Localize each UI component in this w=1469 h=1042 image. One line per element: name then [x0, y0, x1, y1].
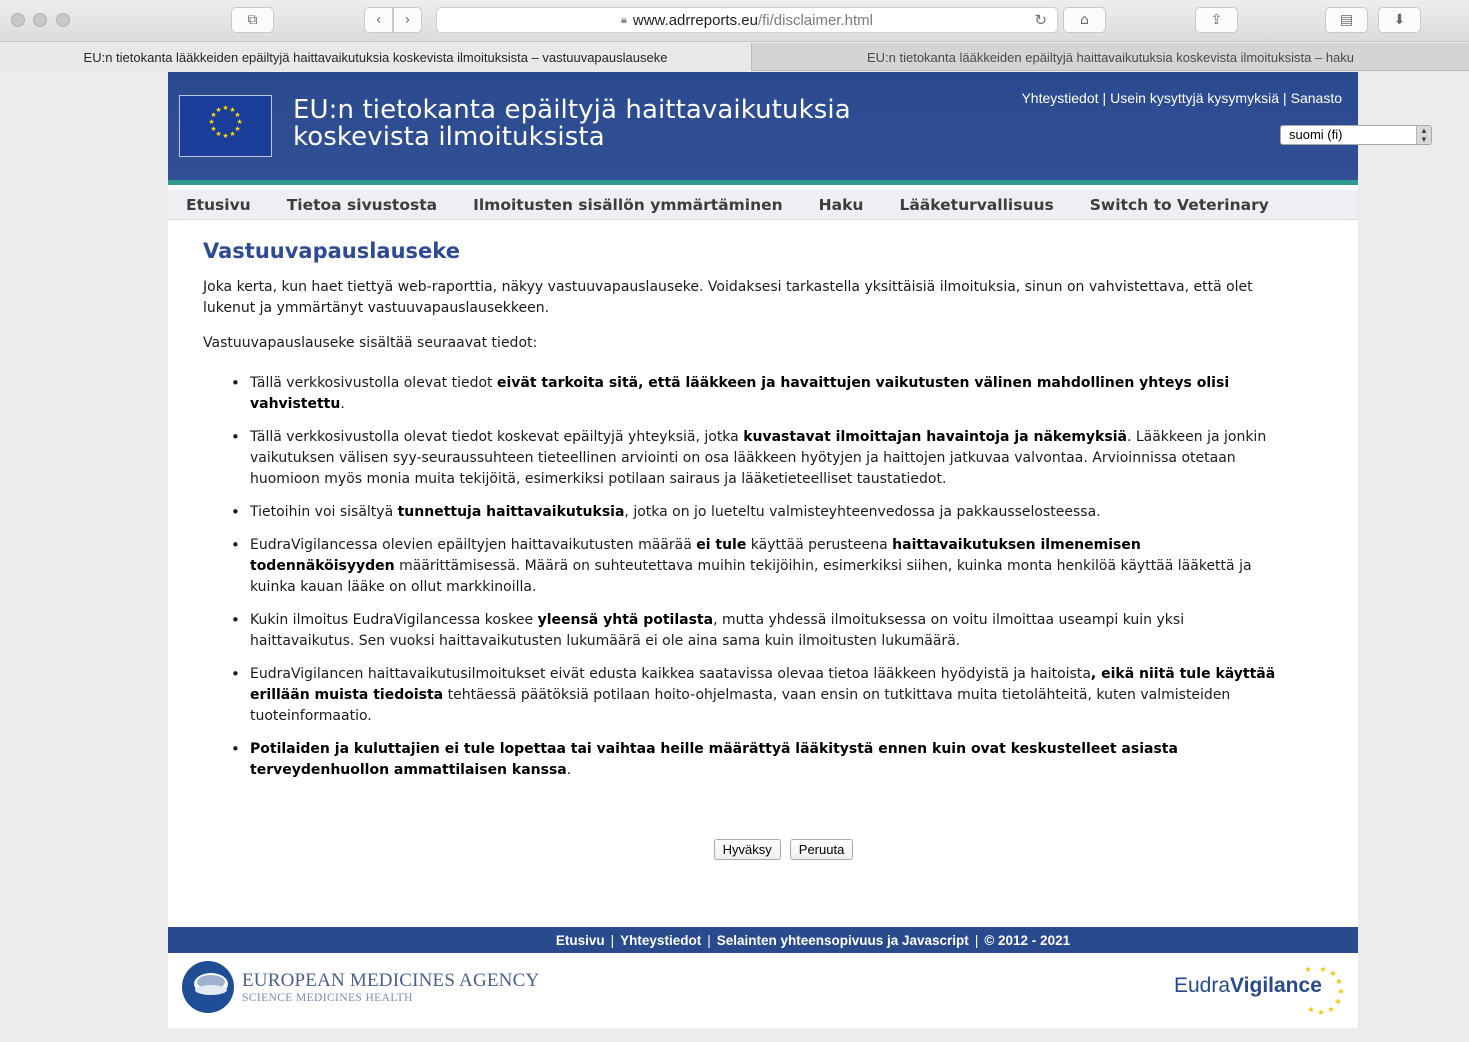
nav-search[interactable]: Haku [818, 195, 864, 214]
svg-text:★: ★ [229, 130, 236, 138]
svg-text:★: ★ [1307, 1005, 1315, 1014]
disclaimer-list [203, 373, 1278, 781]
nav-about[interactable]: Tietoa sivustosta [286, 195, 438, 214]
close-window-icon[interactable] [11, 13, 25, 27]
tab-disclaimer[interactable]: EU:n tietokanta lääkkeiden epäiltyjä haittavaikutuksia koskevista ilmoituksista – vastuuvapauslauseke [0, 43, 752, 71]
browser-toolbar [0, 0, 1469, 42]
svg-text:★: ★ [215, 130, 222, 138]
minimize-window-icon[interactable] [33, 13, 47, 27]
chevron-updown-icon: ▲ ▼ [1416, 126, 1431, 144]
footer-links: Etusivu | Yhteystiedot | Selainten yhteensopivuus ja Javascript | © 2012 - 2021 [168, 927, 1358, 953]
lead-text: Vastuuvapauslauseke sisältää seuraavat tiedot: [203, 335, 538, 351]
nav-pharmacovigilance[interactable]: Lääketurvallisuus [899, 195, 1054, 214]
zoom-window-icon[interactable] [56, 13, 70, 27]
footer-link-contact[interactable]: Yhteystiedot [620, 932, 702, 948]
svg-text:★: ★ [1337, 987, 1345, 996]
svg-text:★: ★ [1304, 965, 1312, 974]
downloads-button[interactable] [1378, 7, 1421, 33]
button-row [168, 839, 1358, 860]
share-icon: ⇪ [1210, 12, 1223, 28]
nav-understanding[interactable]: Ilmoitusten sisällön ymmärtäminen [473, 195, 783, 214]
nav-veterinary[interactable]: Switch to Veterinary [1089, 195, 1269, 214]
share-button[interactable] [1195, 7, 1238, 33]
chevron-right-icon: › [404, 12, 411, 28]
svg-text:★: ★ [210, 111, 217, 119]
footer-link-home[interactable]: Etusivu [555, 932, 605, 948]
download-icon: ⬇ [1393, 12, 1406, 28]
site-title-line1: EU:n tietokanta epäiltyjä haittavaikutuksia [293, 95, 851, 125]
ema-name: EUROPEAN MEDICINES AGENCY [242, 970, 540, 991]
svg-text:★: ★ [234, 111, 241, 119]
link-contact[interactable]: Yhteystiedot [1021, 90, 1099, 106]
link-faq[interactable]: Usein kysyttyjä kysymyksiä [1110, 90, 1279, 106]
svg-text:★: ★ [215, 106, 222, 114]
home-button[interactable] [1063, 7, 1106, 33]
svg-text:★: ★ [222, 104, 229, 112]
list-item: • Tietoihin voi sisältyä tunnettuja haittavaikutuksia, jotka on jo lueteltu valmisteyhteenvedossa ja pakkausselosteessa. [203, 502, 1278, 523]
tab-overview-icon: ⧉ [247, 12, 258, 28]
svg-text:★: ★ [236, 118, 243, 126]
list-item: • EudraVigilancessa olevien epäiltyjen haittavaikutusten määrää ei tule käyttää perusteena haittavaikutuksen ilmenemisen todennäköisyyden määrittämisessä. Määrä on suhteutettava muihin tekijöihin, esimerkiksi siihen, kuinka monta henkilöä käyttää lääkettä ja kuinka kauan lääke on ollut markkinoilla. [203, 535, 1278, 598]
address-bar[interactable] [436, 7, 1058, 33]
top-links: Yhteystiedot | Usein kysyttyjä kysymyksiä | Sanasto [1021, 90, 1342, 106]
svg-text:★: ★ [1335, 977, 1343, 986]
ema-logo[interactable] [181, 960, 540, 1016]
list-item: • EudraVigilancen haittavaikutusilmoitukset eivät edusta kaikkea saatavissa olevaa tietoa lääkkeen hyödyistä ja haitoista, eikä niitä tule käyttää erillään muista tiedoista tehtäessä päätöksiä potilaan hoito-ohjelmasta, vaan ensin on tutkittava muita tietolähteitä, kuten valmisteiden tuoteinformaatio. [203, 664, 1278, 727]
print-button[interactable] [1325, 7, 1368, 33]
tab-search[interactable]: EU:n tietokanta lääkkeiden epäiltyjä haittavaikutuksia koskevista ilmoituksista – haku [866, 49, 1355, 65]
page [168, 72, 1428, 1028]
eu-flag-icon [179, 95, 272, 157]
site-header [168, 72, 1428, 185]
svg-text:★: ★ [208, 118, 215, 126]
intro-text: Joka kerta, kun haet tiettyä web-raporttia, näkyy vastuuvapauslauseke. Voidaksesi tarkastella yksittäisiä ilmoituksia, sinun on vahvistettava, että olet lukenut ja ymmärtänyt vastuuvapauslausekkeen. [203, 279, 1253, 316]
accept-button[interactable]: Hyväksy [714, 839, 781, 860]
url-host: www.adrreports.eu [632, 11, 758, 29]
list-item: • Tällä verkkosivustolla olevat tiedot koskevat epäiltyjä yhteyksiä, jotka kuvastavat ilmoittajan havaintoja ja näkemyksiä. Lääkkeen ja jonkin vaikutuksen välisen syy-seuraussuhteen tieteellinen arviointi on osa lääkkeen hyötyjen ja haittojen jatkuvaa valvontaa. Arvioinnissa otetaan huomioon myös monia muita tekijöitä, esimerkiksi potilaan sairaus ja lääketieteelliset taustatiedot. [203, 427, 1278, 490]
chevron-left-icon: ‹ [375, 12, 382, 28]
main-nav [168, 190, 1358, 220]
tab-bar [0, 43, 1469, 71]
printer-icon: ▤ [1339, 12, 1354, 28]
svg-text:★: ★ [1319, 965, 1327, 974]
site-title [293, 97, 913, 151]
list-item: • Potilaiden ja kuluttajien ei tule lopettaa tai vaihtaa heille määrättyä lääkitystä ennen kuin ovat keskustelleet asiasta terveydenhuollon ammattilaisen kanssa. [203, 739, 1278, 781]
svg-text:★: ★ [229, 106, 236, 114]
page-title: Vastuuvapauslauseke [203, 239, 460, 263]
ev-wordmark: EudraVigilance [1174, 974, 1322, 997]
site-title-line2: koskevista ilmoituksista [293, 122, 605, 152]
svg-text:★: ★ [1334, 997, 1342, 1006]
footer-copyright: © 2012 - 2021 [984, 932, 1071, 948]
svg-text:★: ★ [1329, 969, 1337, 978]
svg-text:★: ★ [1327, 1005, 1335, 1014]
lock-icon: 🔒︎ [621, 13, 627, 26]
footer-link-compatibility[interactable]: Selainten yhteensopivuus ja Javascript [716, 932, 969, 948]
reload-icon[interactable]: ↻ [1034, 12, 1047, 29]
url-path: /fi/disclaimer.html [757, 11, 873, 29]
nav-home[interactable]: Etusivu [186, 195, 251, 214]
forward-button[interactable] [393, 7, 422, 33]
svg-text:★: ★ [210, 125, 217, 133]
back-button[interactable] [364, 7, 393, 33]
ema-tagline: SCIENCE MEDICINES HEALTH [242, 992, 413, 1004]
svg-text:★: ★ [1317, 1008, 1325, 1017]
cancel-button[interactable]: Peruuta [790, 839, 854, 860]
ema-emblem-icon [181, 960, 237, 1016]
tab-overview-button[interactable] [231, 7, 274, 33]
eudravigilance-logo[interactable] [1168, 962, 1353, 1018]
link-glossary[interactable]: Sanasto [1290, 90, 1342, 106]
svg-text:★: ★ [222, 132, 229, 140]
main-content [203, 238, 1278, 793]
list-item: • Kukin ilmoitus EudraVigilancessa koskee yleensä yhtä potilasta, mutta yhdessä ilmoituksessa on voitu ilmoittaa useampi kuin yksi haittavaikutus. Sen vuoksi haittavaikutusten lukumäärä ei ole aina sama kuin ilmoitusten lukumäärä. [203, 610, 1278, 652]
svg-text:★: ★ [234, 125, 241, 133]
language-value: suomi (fi) [1289, 127, 1343, 142]
language-select[interactable] [1280, 125, 1432, 145]
home-icon: ⌂ [1080, 12, 1089, 28]
list-item: • Tällä verkkosivustolla olevat tiedot eivät tarkoita sitä, että lääkkeen ja havaittujen vaikutusten välinen mahdollinen yhteys olisi vahvistettu. [203, 373, 1278, 415]
